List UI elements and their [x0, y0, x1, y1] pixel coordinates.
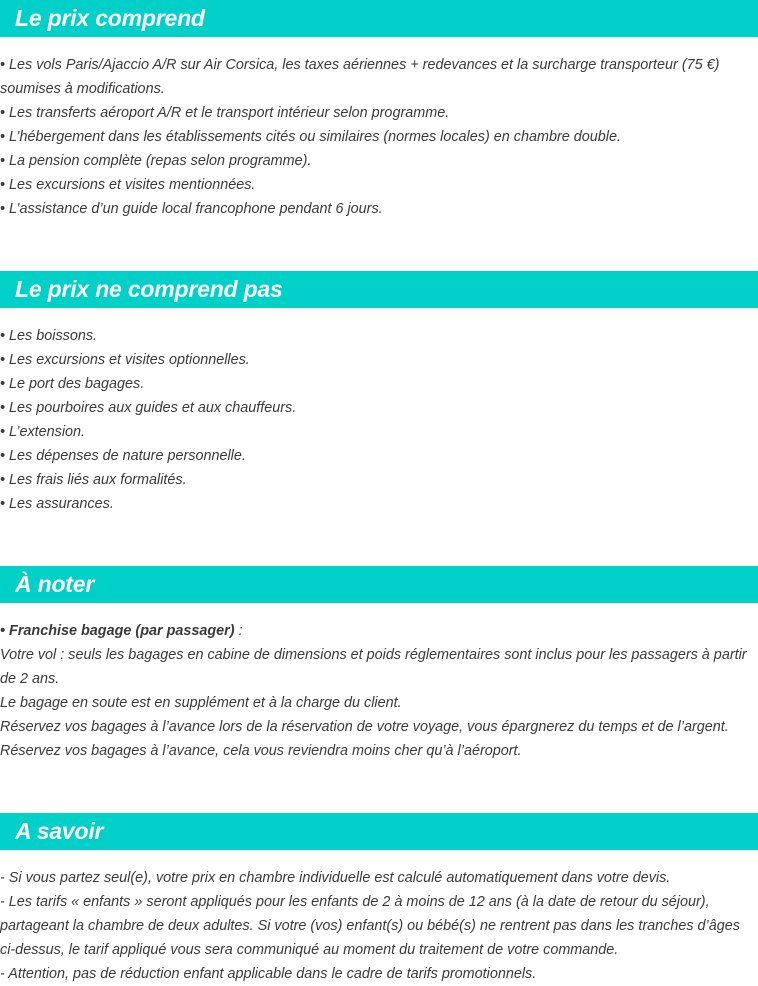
paragraph-line: - Attention, pas de réduction enfant applicable dans le cadre de tarifs promotionnels.: [0, 966, 537, 982]
section-body-a-noter: [0, 619, 758, 763]
section-header-a-noter: [0, 566, 758, 603]
paragraph-line: Le bagage en soute est en supplément et à la charge du client.: [0, 695, 402, 711]
list-item: • Les dépenses de nature personnelle.: [0, 448, 246, 464]
section-title: A savoir: [15, 818, 104, 844]
section-header-a-savoir: [0, 813, 758, 850]
section-header-prix-comprend: [0, 0, 758, 37]
list-item: • Les excursions et visites mentionnées.: [0, 177, 256, 193]
paragraph-line: Réservez vos bagages à l’avance lors de la réservation de votre voyage, vous épargnerez du temps et de l’argent.: [0, 719, 729, 735]
list-item: • Les assurances.: [0, 496, 114, 512]
section-title: Le prix comprend: [15, 5, 205, 31]
list-item: • Les pourboires aux guides et aux chauffeurs.: [0, 400, 297, 416]
section-body-prix-ne-comprend-pas: [0, 324, 758, 516]
franchise-bagage-label: • Franchise bagage (par passager): [0, 623, 235, 639]
paragraph-line: - Les tarifs « enfants » seront appliqués pour les enfants de 2 à moins de 12 ans (à la date de retour du séjour), partageant la chambre de deux adultes. Si votre (vos) enfant(s) ou bébé(s) ne rentrent pas dans les tranches d’âges ci-dessus, le tarif appliqué vous sera communiqué au moment du traitement de votre commande.: [0, 894, 740, 958]
section-title: À noter: [15, 571, 95, 597]
paragraph-line: Votre vol : seuls les bagages en cabine de dimensions et poids réglementaires sont inclus pour les passagers à partir de 2 ans.: [0, 647, 747, 687]
section-body-a-savoir: [0, 866, 758, 986]
list-item: • L’assistance d’un guide local francophone pendant 6 jours.: [0, 201, 383, 217]
franchise-bagage-suffix: :: [234, 623, 243, 639]
franchise-bagage-heading: [0, 619, 758, 643]
list-item: • Les vols Paris/Ajaccio A/R sur Air Corsica, les taxes aériennes + redevances et la surcharge transporteur (75 €) soumises à modifications.: [0, 57, 720, 97]
list-item: • Les frais liés aux formalités.: [0, 472, 187, 488]
list-item: • Les boissons.: [0, 328, 98, 344]
list-item: • L’hébergement dans les établissements cités ou similaires (normes locales) en chambre double.: [0, 129, 621, 145]
section-title: Le prix ne comprend pas: [15, 276, 283, 302]
list-item: • Les transferts aéroport A/R et le transport intérieur selon programme.: [0, 105, 450, 121]
paragraph-line: - Si vous partez seul(e), votre prix en chambre individuelle est calculé automatiquement dans votre devis.: [0, 870, 671, 886]
list-item: • L’extension.: [0, 424, 86, 440]
list-item: • La pension complète (repas selon programme).: [0, 153, 312, 169]
list-item: • Les excursions et visites optionnelles.: [0, 352, 250, 368]
list-item: • Le port des bagages.: [0, 376, 145, 392]
section-header-prix-ne-comprend-pas: [0, 271, 758, 308]
section-body-prix-comprend: [0, 53, 758, 221]
paragraph-line: Réservez vos bagages à l’avance, cela vous reviendra moins cher qu’à l’aéroport.: [0, 743, 522, 759]
